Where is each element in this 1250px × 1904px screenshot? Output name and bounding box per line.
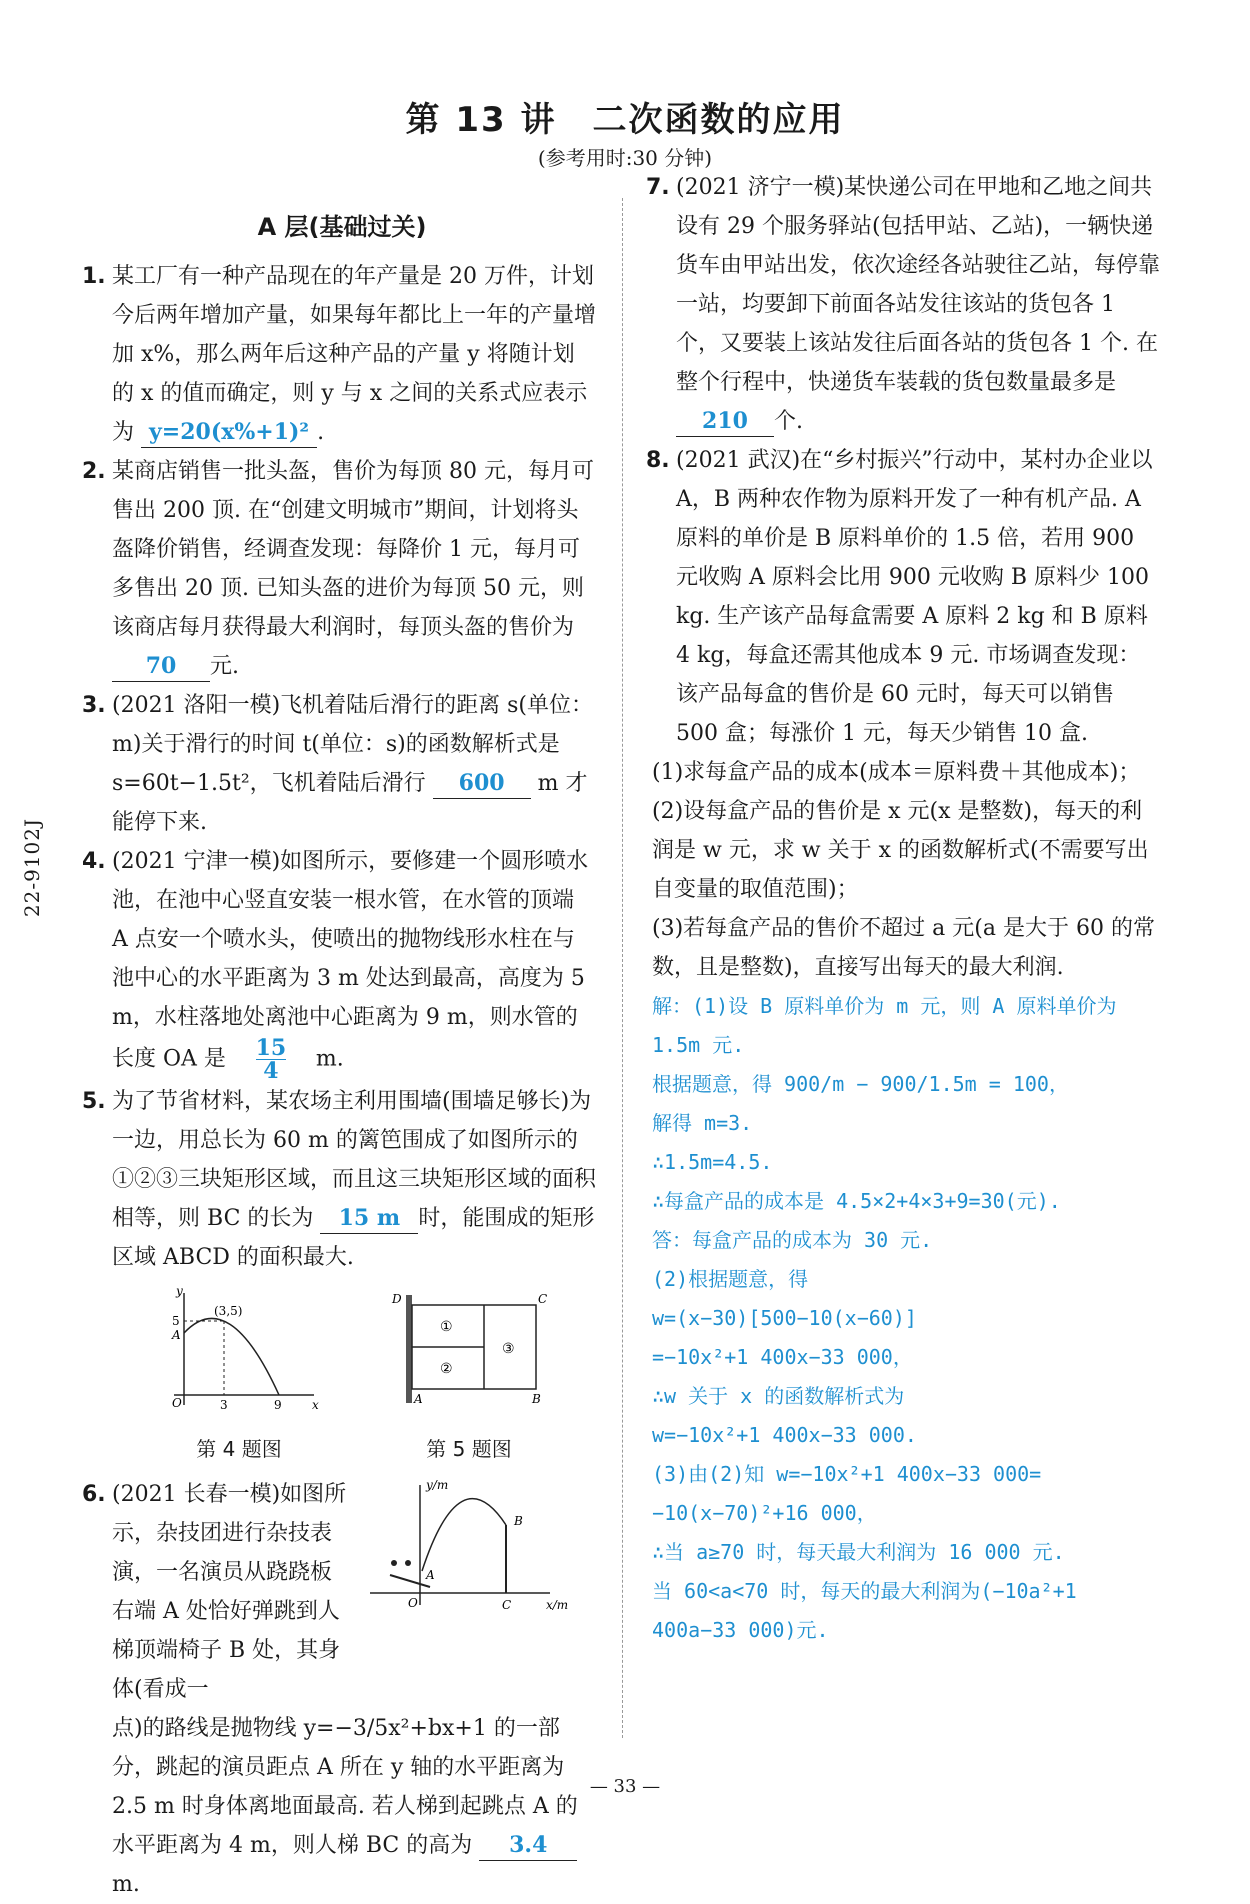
question-number: 5.: [82, 1089, 106, 1114]
question-7: [646, 168, 1161, 441]
question-6: [82, 1475, 596, 1904]
figure-4: [154, 1285, 324, 1469]
question-text: (2021 长春一模)如图所示，杂技团进行杂技表演，一名演员从跷跷板右端 A 处恰好弹跳到人梯顶端椅子 B 处，其身体(看成一: [112, 1482, 347, 1702]
question-tail: m 才能停下来.: [112, 771, 588, 835]
origin-label: O: [172, 1396, 182, 1410]
question-8-part-1: (1)求每盒产品的成本(成本＝原料费＋其他成本)；: [652, 760, 1141, 785]
answer-blank: 3.4: [479, 1830, 577, 1861]
point-c-label: C: [538, 1292, 548, 1306]
point-b-label: B: [514, 1514, 523, 1528]
question-tail: .: [317, 420, 325, 445]
solution-line: (3)由(2)知 w=−10x²+1 400x−33 000=: [652, 1462, 1042, 1486]
solution-line: ∴当 a≥70 时，每天最大利润为 16 000 元.: [652, 1540, 1065, 1564]
solution-line: w=−10x²+1 400x−33 000.: [652, 1423, 917, 1447]
side-code: 22-9102J: [20, 818, 44, 918]
solution-line: 当 60<a<70 时，每天的最大利润为(−10a²+1 400a−33 000)元.: [652, 1579, 1077, 1642]
solution-line: 答：每盒产品的成本为 30 元.: [652, 1228, 933, 1252]
figures-row: [124, 1285, 584, 1469]
question-number: 6.: [82, 1482, 106, 1507]
answer-blank: 600: [433, 768, 531, 799]
y5-label: 5: [172, 1314, 180, 1328]
question-text: (2021 武汉)在“乡村振兴”行动中，某村办企业以 A，B 两种农作物为原料开发了一种有机产品. A 原料的单价是 B 原料单价的 1.5 倍，若用 900 元收购 A 原料会比用 900 元收购 B 原料少 100 kg. 生产该产品每盒需要 A 原料 2 kg 和 B 原料 4 kg，每盒还需其他成本 9 元. 市场调查发现：该产品每盒的售价是 60 元时，每天可以销售 500 盒；每涨价 1 元，每天少销售 10 盒.: [676, 448, 1153, 746]
point-d-label: D: [392, 1292, 402, 1306]
question-number: 7.: [646, 175, 670, 200]
acrobat-figure: [350, 1475, 580, 1625]
question-3: [82, 686, 596, 842]
question-1: [82, 257, 597, 452]
question-number: 8.: [646, 448, 670, 473]
question-text: (2021 宁津一模)如图所示，要修建一个圆形喷水池，在池中心竖直安装一根水管，在水管的顶端 A 点安一个喷水头，使喷出的抛物线形水柱在与池中心的水平距离为 3 m 处达到最高，高度为 5 m，水柱落地处离池中心距离为 9 m，则水管的长度 OA 是: [112, 849, 589, 1072]
solution-block: [652, 987, 1160, 1650]
x-axis-label: x: [312, 1398, 319, 1412]
fraction-denominator: 4: [256, 1059, 287, 1082]
question-number: 2.: [82, 459, 106, 484]
region-3-label: ③: [502, 1341, 515, 1357]
origin-label: O: [408, 1596, 418, 1610]
question-5: [82, 1082, 597, 1277]
wall: [406, 1295, 412, 1403]
question-number: 1.: [82, 264, 106, 289]
question-text: 某商店销售一批头盔，售价为每顶 80 元，每月可售出 200 顶. 在“创建文明城市”期间，计划将头盔降价销售，经调查发现：每降价 1 元，每月可多售出 20 顶. 已知头盔的进价为每顶 50 元，则该商店每月获得最大利润时，每顶头盔的售价为: [112, 459, 594, 640]
solution-line: =−10x²+1 400x−33 000，: [652, 1345, 913, 1369]
fraction-numerator: 15: [255, 1035, 287, 1061]
solution-line: 解：(1)设 B 原料单价为 m 元，则 A 原料单价为 1.5m 元.: [652, 994, 1117, 1057]
page-subtitle: (参考用时:30 分钟): [537, 146, 713, 170]
solution-line: w=(x−30)[500−10(x−60)]: [652, 1306, 917, 1330]
peak-label: (3,5): [214, 1304, 243, 1318]
page-title: 第 13 讲 二次函数的应用: [405, 100, 845, 140]
x-axis-label: x/m: [546, 1598, 569, 1612]
solution-line: ∴w 关于 x 的函数解析式为: [652, 1384, 905, 1408]
point-a-label: A: [426, 1568, 435, 1582]
figure-caption: 第 5 题图: [426, 1437, 512, 1461]
figure-5: [384, 1285, 554, 1469]
question-text: 某工厂有一种产品现在的年产量是 20 万件，计划今后两年增加产量，如果每年都比上一年的产量增加 x%，那么两年后这种产品的产量 y 将随计划的 x 的值而确定，则 y 与 x 之间的关系式应表示为: [112, 264, 597, 445]
question-number: 3.: [82, 693, 106, 718]
question-8-part-3: (3)若每盒产品的售价不超过 a 元(a 是大于 60 的常数，且是整数)，直接写出每天的最大利润.: [652, 916, 1155, 980]
x9-label: 9: [274, 1398, 282, 1412]
question-8-part-2: (2)设每盒产品的售价是 x 元(x 是整数)，每天的利润是 w 元，求 w 关于 x 的函数解析式(不需要写出自变量的取值范围)；: [652, 799, 1149, 902]
figure-caption: 第 4 题图: [196, 1437, 282, 1461]
solution-line: (2)根据题意，得: [652, 1267, 809, 1291]
question-text: (2021 洛阳一模)飞机着陆后滑行的距离 s(单位：m)关于滑行的时间 t(单位：s)的函数解析式是 s=60t−1.5t²，飞机着陆后滑行: [112, 693, 594, 796]
solution-line: −10(x−70)²+16 000，: [652, 1501, 877, 1525]
answer-blank: [233, 1037, 309, 1082]
answer-blank: 15 m: [320, 1203, 418, 1234]
rectangle-figure: [384, 1285, 554, 1415]
region-2-label: ②: [440, 1361, 453, 1377]
question-tail: 时，能围成的矩形区域 ABCD 的面积最大.: [112, 1206, 595, 1270]
page-number: — 33 —: [589, 1776, 661, 1797]
question-tail: m.: [112, 1872, 140, 1897]
layer-title: A 层(基础过关): [257, 213, 427, 241]
question-text-continued: 点)的路线是抛物线 y=−3/5x²+bx+1 的一部分，跳起的演员距点 A 所在 y 轴的水平距离为 2.5 m 时身体离地面最高. 若人梯到起跳点 A 的水平距离为 4 m，则人梯 BC 的高为: [112, 1716, 578, 1858]
x3-label: 3: [220, 1398, 228, 1412]
left-column: [82, 200, 597, 1904]
answer-blank: y=20(x%+1)²: [141, 417, 317, 448]
question-8: [646, 441, 1160, 753]
column-divider: [622, 198, 623, 1738]
point-a-label: A: [414, 1392, 423, 1406]
question-tail: 元.: [210, 654, 239, 679]
question-tail: m.: [315, 1046, 344, 1072]
parabola-figure: [154, 1285, 324, 1415]
y-axis-label: y: [176, 1285, 183, 1298]
solution-line: 解得 m=3.: [652, 1111, 753, 1135]
answer-blank: 210: [676, 406, 774, 437]
question-text: 为了节省材料，某农场主利用围墙(围墙足够长)为一边，用总长为 60 m 的篱笆围成了如图所示的①②③三块矩形区域，而且这三块矩形区域的面积相等，则 BC 的长为: [112, 1089, 597, 1231]
solution-line: 根据题意，得 900/m − 900/1.5m = 100，: [652, 1072, 1069, 1096]
y-axis-label: y/m: [426, 1478, 449, 1492]
question-tail: 个.: [774, 409, 803, 434]
point-a-label: A: [172, 1328, 181, 1342]
question-2: [82, 452, 596, 686]
answer-fraction: [256, 1037, 287, 1082]
point-b-label: B: [532, 1392, 541, 1406]
question-4: [82, 842, 596, 1084]
point-c-label: C: [502, 1598, 512, 1612]
solution-line: ∴每盒产品的成本是 4.5×2+4×3+9=30(元).: [652, 1189, 1061, 1213]
right-column: [646, 168, 1161, 1650]
question-number: 4.: [82, 849, 106, 874]
solution-line: ∴1.5m=4.5.: [652, 1150, 773, 1174]
region-1-label: ①: [440, 1319, 453, 1335]
answer-blank: 70: [112, 651, 210, 682]
question-text: (2021 济宁一模)某快递公司在甲地和乙地之间共设有 29 个服务驿站(包括甲站、乙站)，一辆快递货车由甲站出发，依次途经各站驶往乙站，每停靠一站，均要卸下前面各站发往该站的货包各 1 个，又要装上该站发往后面各站的货包各 1 个. 在整个行程中，快递货车装载的货包数量最多是: [676, 175, 1161, 395]
